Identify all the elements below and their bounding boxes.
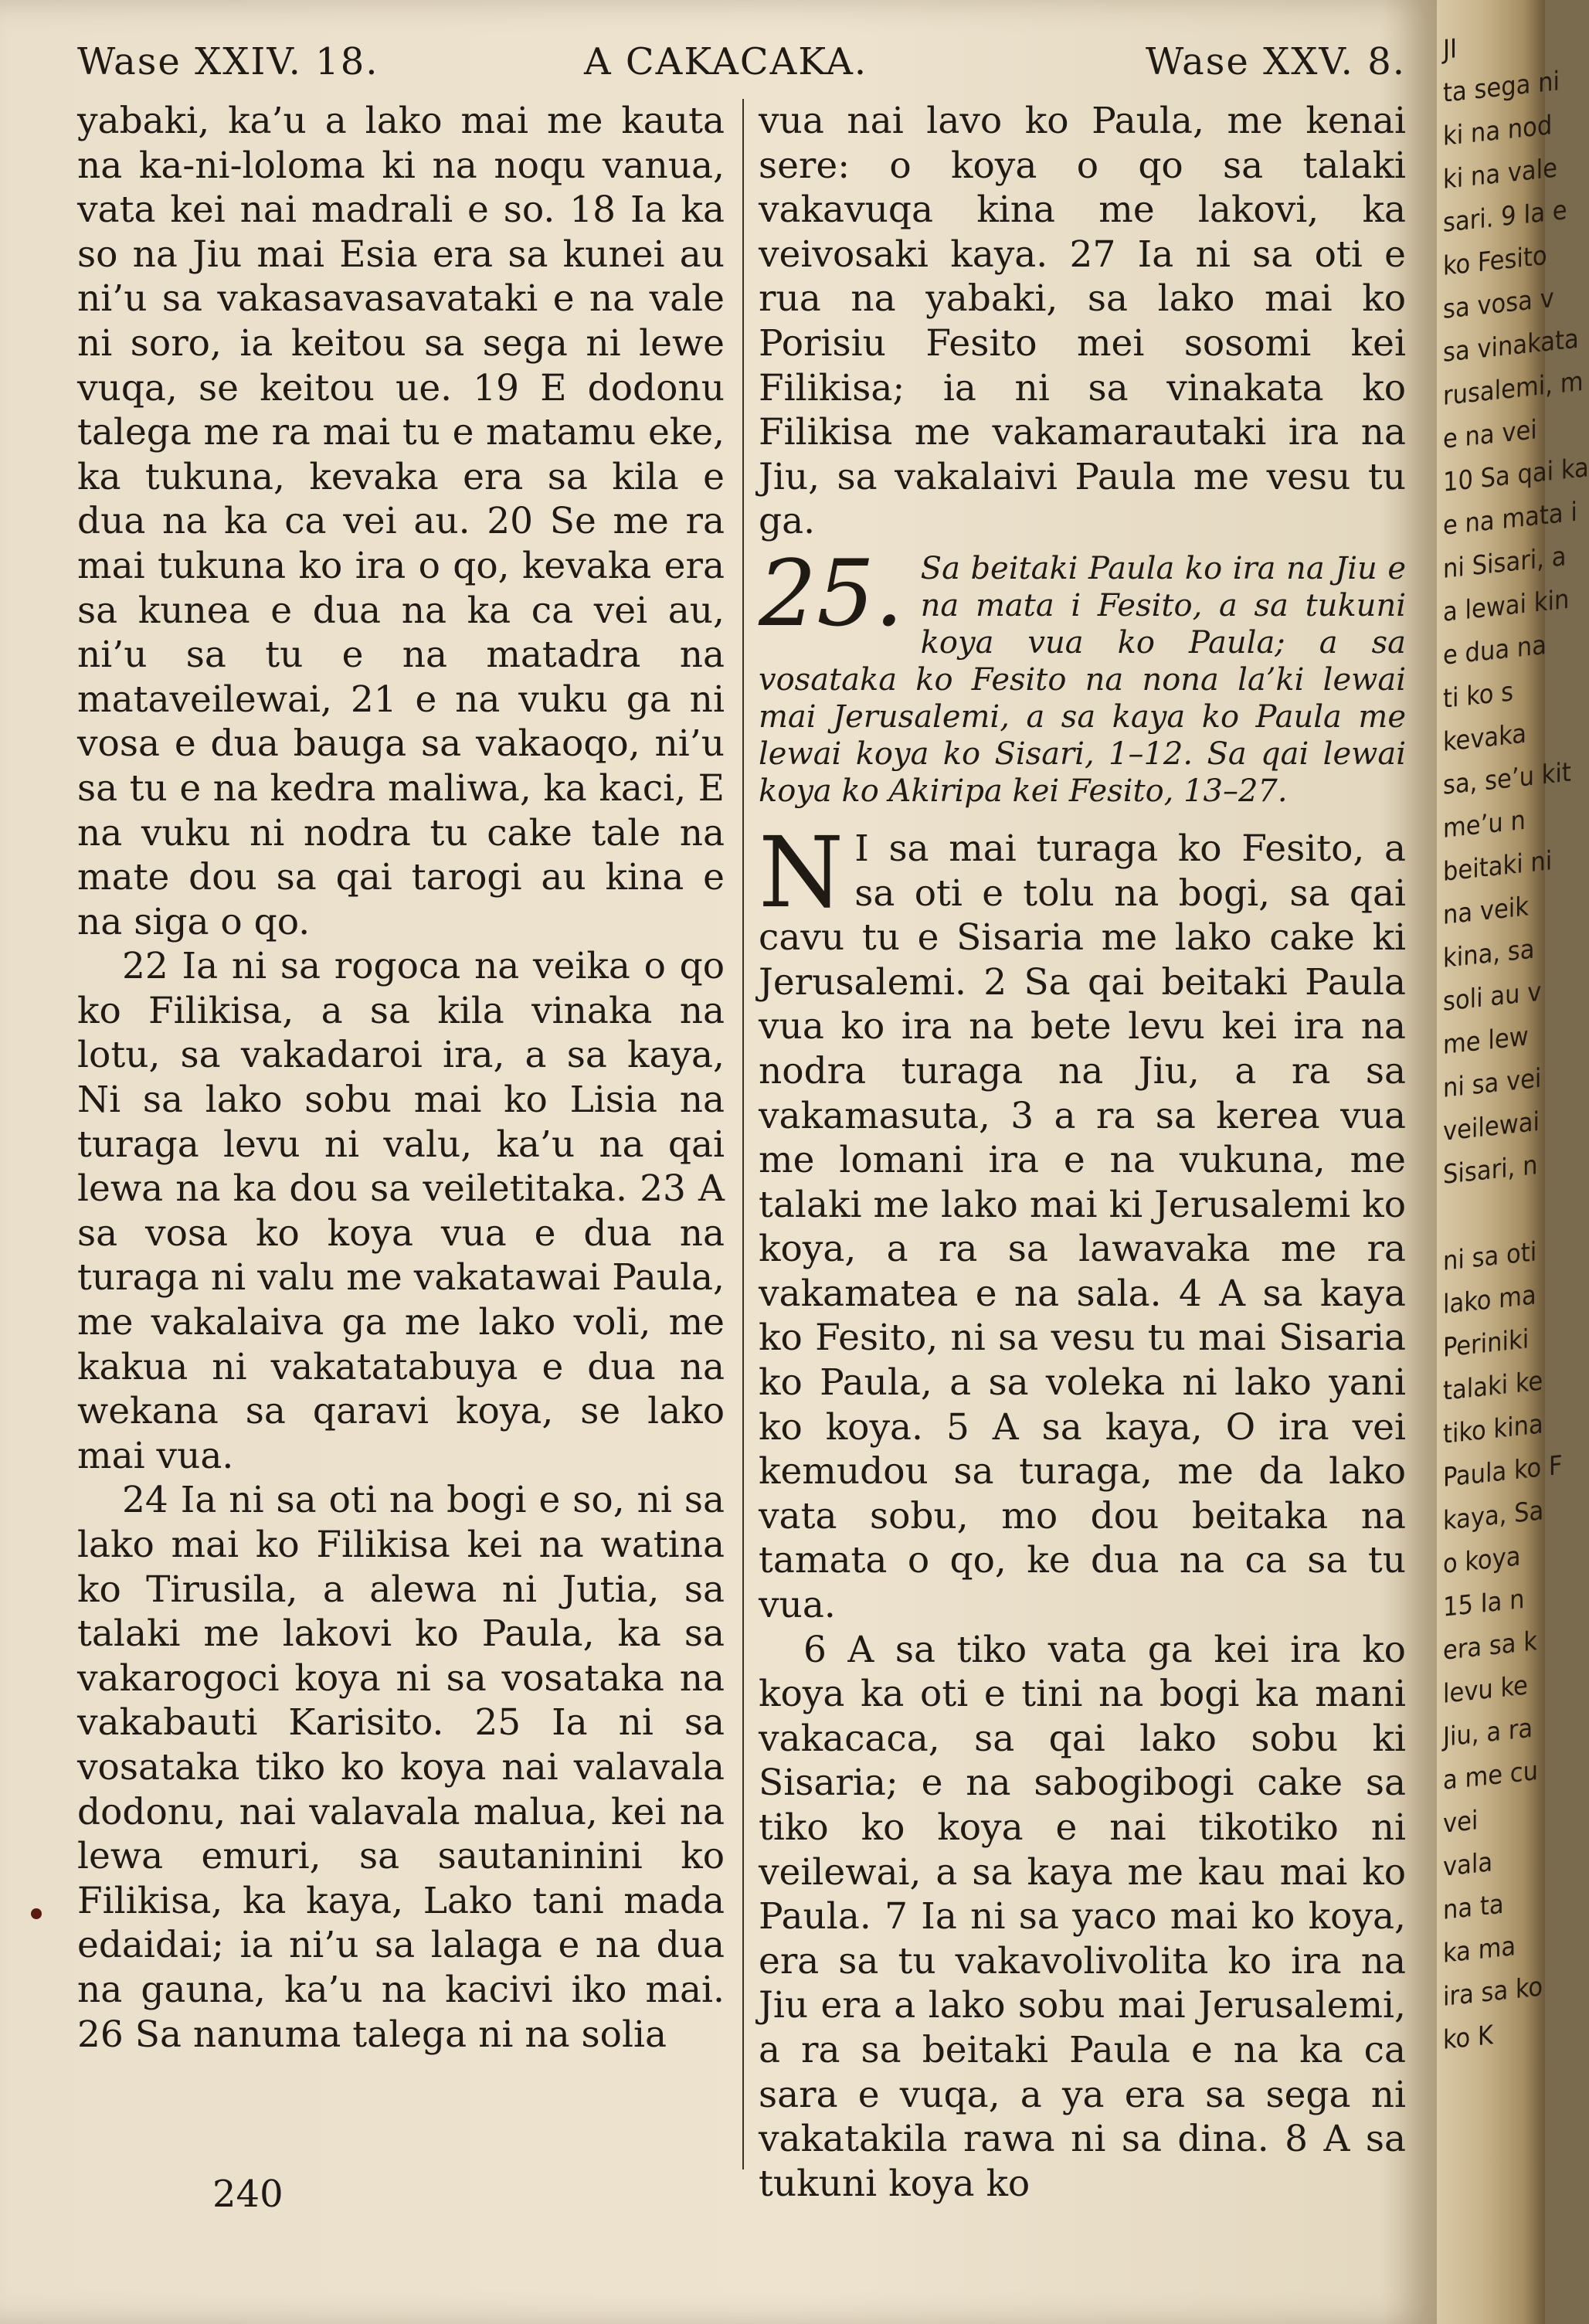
facing-page-line: Paula ko F [1443,1449,1563,1493]
facing-page-line: ni sa oti [1443,1236,1537,1277]
verse-text: A sa kaya, O ira vei kemudou sa turaga, me da lako vata sobu, mo dou beitaka na tamata o qo, ke dua na ca sa tu vua. [759,1405,1406,1627]
verse-text: A sa vosa ko koya vua e dua na turaga ni valu me vakatawai Paula, me vakalaiva ga me lako voli, me kakua ni vakatatabuya e dua na wekana sa qaravi koya, se lako mai vua. [77,1167,725,1477]
verse-number: 22 [122,945,168,988]
verse-number: 27 [1069,233,1116,276]
facing-page-line: JI [1443,33,1458,66]
verse-number: 5 [946,1405,969,1449]
running-header [77,40,1406,94]
paragraph [77,99,725,944]
facing-page-line: Periniki [1443,1323,1530,1364]
verse-number: 8 [1285,2118,1309,2161]
verse-text: Ia ni sa vosataka tiko ko koya nai valavala dodonu, nai valavala malua, kei na lewa emuri, sa sautaninini ko Filikisa, ka kaya, Lako tani mada edaidai; ia ni’u sa lalaga e na dua na gauna, ka’u na kacivi iko mai. [77,1701,725,2011]
facing-page-line: soli au v [1443,976,1542,1018]
facing-page-line: era sa k [1443,1626,1537,1667]
facing-page-line: sa vosa v [1443,282,1554,325]
facing-page-line: tiko kina [1443,1408,1543,1450]
facing-page-line: kevaka [1443,718,1527,758]
column-divider [742,99,744,2169]
verse-number: 7 [884,1895,908,1938]
chapter-number: 25. [759,539,904,647]
facing-page-line: o koya [1443,1541,1521,1580]
facing-page-line: kaya, Sa [1443,1495,1544,1537]
facing-page-line: ka ma [1443,1931,1516,1969]
facing-page-line: lako ma [1443,1279,1536,1320]
verse-text: Ia ni sa oti na bogi e so, ni sa lako mai ko Filikisa kei na watina ko Tirusila, a alewa ni Jutia, sa talaki me lakovi ko Paula, ka sa vakarogoci koya ni sa vosataka na vakabauti Karisito. [77,1479,725,1745]
facing-page-line: vei [1443,1805,1479,1840]
facing-page-line: sa vinakata [1443,323,1579,369]
verse-number: 23 [640,1167,686,1211]
facing-page-line: Jiu, a ra [1443,1712,1533,1753]
facing-page-line: ni Sisari, a [1443,541,1567,585]
verse-text: Sa qai beitaki Paula vua ko ira na bete levu kei ira na nodra turaga na Jiu, a ra sa vakamasuta, [759,960,1406,1137]
ink-mark [31,1908,42,1919]
verse-text: vua nai lavo ko Paula, me kenai sere: o koya o qo sa talaki vakavuqa kina me lakovi, ka veivosaki kaya. [759,100,1406,276]
facing-page-line: na veik [1443,891,1529,931]
facing-page-line: ki na nod [1443,110,1553,152]
right-column [759,99,1406,2206]
header-right-reference: Wase XXV. 8. [1145,40,1406,83]
facing-page-line: me’u n [1443,804,1526,844]
verse-text: E dodonu talega me ra mai tu e matamu eke, ka tukuna, kevaka era sa kila e dua na ka ca vei au. [77,366,725,543]
verse-number: 21 [350,678,397,721]
facing-page-line: e na mata i [1443,496,1577,542]
paragraph [759,1628,1406,2207]
verse-number: 26 [77,2013,124,2056]
facing-page-line: ki na vale [1443,152,1557,195]
drop-cap: N [759,815,844,929]
verse-text: yabaki, ka’u a lako mai me kauta na ka-ni-loloma ki na noqu vanua, vata kei nai madrali e so. [77,100,725,232]
verse-text: e na vuku ga ni vosa e dua bauga sa vakaoqo, ni’u sa tu e na kedra maliwa, ka kaci, E na vuku ni nodra tu cake tale na mate dou sa qai tarogi au kina e na siga o qo. [77,678,725,943]
facing-page-edge [1437,0,1589,2324]
verse-text: A sa tiko vata ga kei ira ko koya ka oti e tini na bogi ka mani vakacaca, sa qai lako sobu ki Sisaria; e na sabogibogi cake sa tiko ko koya e nai tikotiko ni veilewai, a sa kaya me kau mai ko Paula. [759,1628,1406,1938]
facing-page-line: sa, se’u kit [1443,756,1571,801]
facing-page-line: beitaki ni [1443,845,1553,888]
facing-page-line: rusalemi, m [1443,365,1584,412]
chapter-summary [759,539,1406,810]
verse-text: Ia ni sa rogoca na veika o qo ko Filikisa, a sa kila vinaka na lotu, sa vakadaroi ira, a sa kaya, Ni sa lako sobu mai ko Lisia na turaga levu ni valu, ka’u na qai lewa na ka dou sa veiletitaka. [77,945,725,1211]
facing-page-line: ira sa ko [1443,1971,1543,2013]
paragraph [77,1478,725,2057]
facing-page-line: ko Fesito [1443,240,1547,282]
facing-page-line: veilewai [1443,1106,1540,1147]
facing-page-line: ti ko s [1443,676,1514,715]
verse-number: 24 [122,1479,168,1522]
verse-number: 6 [803,1628,827,1671]
facing-page-line: sari. 9 Ia e [1443,195,1567,239]
verse-text: Se me ra mai tukuna ko ira o qo, kevaka era sa kunea e dua na ka ca vei au, ni’u sa tu e na matadra na mataveilewai, [77,500,725,721]
paragraph [759,815,1406,1628]
verse-number: 20 [487,500,534,543]
verse-text: a ra sa kerea vua me lomani ira e na vukuna, me talaki me lako mai ki Jerusalemi ko koya, a ra sa lawavaka me ra vakamatea e na sala. [759,1094,1406,1315]
verse-text: I sa mai turaga ko Fesito, a sa oti e tolu na bogi, sa qai cavu tu e Sisaria me lako cake ki Jerusalemi. [759,827,1406,1004]
verse-text: A sa kaya ko Fesito, ni sa vesu tu mai Sisaria ko Paula, a sa voleka ni lako yani ko koya. [759,1272,1406,1449]
facing-page-line: talaki ke [1443,1365,1543,1407]
facing-page-line: 15 Ia n [1443,1583,1525,1623]
facing-page-line: na ta [1443,1888,1504,1926]
verse-text: Sa nanuma talega ni na solia [134,2013,667,2056]
verse-text: Ia ni sa oti e rua na yabaki, sa lako mai ko Porisiu Fesito mei sosomi kei Filikisa; ia ni sa vinakata ko Filikisa me vakamarautaki ira na Jiu, sa vakalaivi Paula me vesu tu ga. [759,233,1406,543]
facing-page-line: vala [1443,1847,1493,1883]
facing-page-line: e dua na [1443,629,1547,671]
verse-text: A sa tukuni koya ko [759,2118,1406,2205]
header-left-reference: Wase XXIV. 18. [77,40,379,83]
verse-number: 3 [1010,1094,1034,1137]
facing-page-line: Sisari, n [1443,1150,1538,1191]
paragraph [759,99,1406,544]
verse-number: 18 [569,189,616,232]
verse-text: Ia ka so na Jiu mai Esia era sa kunei au ni’u sa vakasavasavataki e na vale ni soro, ia keitou sa sega ni lewe vuqa, se keitou ue. [77,189,725,409]
facing-page-line: a lewai kin [1443,583,1570,628]
verse-number: 25 [474,1701,521,1745]
facing-page-line: ni sa vei [1443,1062,1542,1104]
left-column [77,99,725,2057]
facing-page-line: levu ke [1443,1670,1528,1710]
page-number: 240 [212,2173,284,2216]
verse-number: 19 [473,366,520,409]
facing-page-text [1443,18,1589,2062]
paragraph [77,944,725,1478]
verse-number: 2 [983,960,1007,1004]
verse-number: 4 [1178,1272,1202,1315]
summary-text: Sa beitaki Paula ko ira na Jiu e na mata i Fesito, a sa tukuni koya vua ko Paula; a sa vosataka ko Fesito na nona la’ki lewai mai Jerusalemi, a sa kaya ko Paula me lewai koya ko Sisari, 1–12. Sa qai lewai koya ko Akiripa kei Fesito, 13–27. [759,550,1406,809]
facing-page-line: kina, sa [1443,933,1535,974]
facing-page-line: a me cu [1443,1755,1539,1796]
facing-page-line: ko K [1443,2020,1493,2056]
facing-page-line: e na vei [1443,414,1537,455]
header-book-title: A CAKACAKA. [584,40,868,83]
verse-text: Ia ni sa yaco mai ko koya, era sa tu vakavolivolita ko ira na Jiu era a lako sobu mai Jerusalemi, a ra sa beitaki Paula e na ka ca sara e vuqa, a ya era sa sega ni vakatakila rawa ni sa dina. [759,1895,1406,2161]
facing-page-line: me lew [1443,1021,1529,1061]
facing-page-line: 10 Sa qai ka [1443,452,1589,498]
facing-page-line: ta sega ni [1443,66,1560,109]
